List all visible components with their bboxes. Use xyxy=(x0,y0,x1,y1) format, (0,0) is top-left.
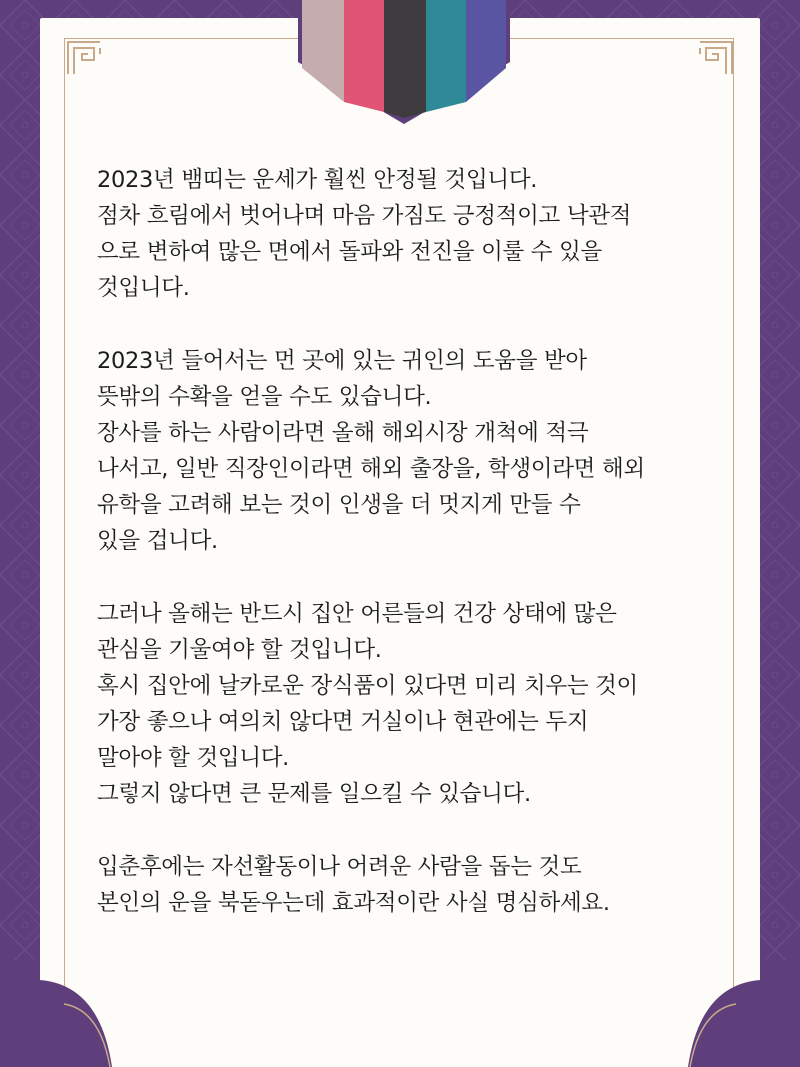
fortune-text-body xyxy=(97,162,737,958)
text-line: 유학을 고려해 보는 것이 인생을 더 멋지게 만들 수 xyxy=(97,492,581,518)
text-line: 본인의 운을 북돋우는데 효과적이란 사실 명심하세요. xyxy=(97,890,610,916)
paragraph xyxy=(97,596,737,812)
text-line: 가장 좋으나 여의치 않다면 거실이나 현관에는 두지 xyxy=(97,709,589,735)
text-line: 으로 변하여 많은 면에서 돌파와 전진을 이룰 수 있을 xyxy=(97,239,602,265)
chinese-lattice-corner-icon xyxy=(698,40,734,76)
text-line: 입춘후에는 자선활동이나 어려운 사람을 돕는 것도 xyxy=(97,854,582,880)
paragraph xyxy=(97,162,737,306)
text-line: 그러나 올해는 반드시 집안 어른들의 건강 상태에 많은 xyxy=(97,601,617,627)
text-line: 것입니다. xyxy=(97,275,190,301)
text-line: 장사를 하는 사람이라면 올해 해외시장 개척에 적극 xyxy=(97,420,589,446)
five-color-ribbon-icon xyxy=(298,0,510,124)
text-line: 2023년 들어서는 먼 곳에 있는 귀인의 도움을 받아 xyxy=(97,348,587,374)
text-line: 말아야 할 것입니다. xyxy=(97,745,290,771)
paragraph xyxy=(97,343,737,559)
chinese-lattice-corner-icon xyxy=(66,40,102,76)
paragraph xyxy=(97,849,737,921)
text-line: 점차 흐림에서 벗어나며 마음 가짐도 긍정적이고 낙관적 xyxy=(97,203,632,229)
text-line: 관심을 기울여야 할 것입니다. xyxy=(97,637,382,663)
text-line: 뜻밖의 수확을 얻을 수도 있습니다. xyxy=(97,384,432,410)
text-line: 나서고, 일반 직장인이라면 해외 출장을, 학생이라면 해외 xyxy=(97,456,645,482)
text-line: 혹시 집안에 날카로운 장식품이 있다면 미리 치우는 것이 xyxy=(97,673,638,699)
text-line: 그렇지 않다면 큰 문제를 일으킬 수 있습니다. xyxy=(97,781,531,807)
bottom-arc-frame xyxy=(0,960,800,1067)
text-line: 있을 겁니다. xyxy=(97,528,218,554)
text-line: 2023년 뱀띠는 운세가 훨씬 안정될 것입니다. xyxy=(97,167,538,193)
